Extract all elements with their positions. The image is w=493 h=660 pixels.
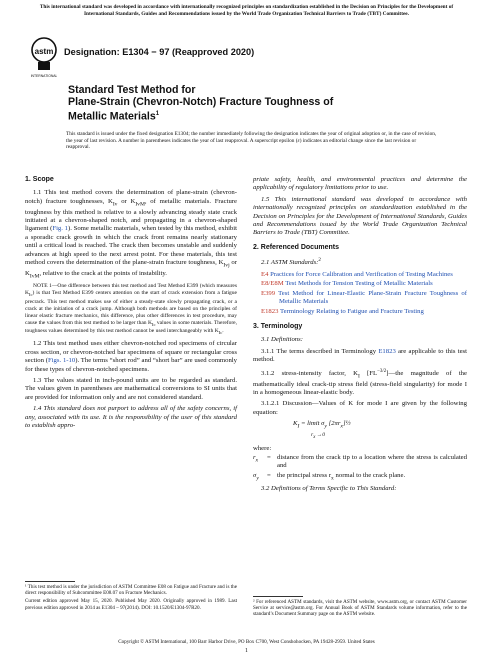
paragraph-1-1: 1.1 This test method covers the determination of plane-strain (chevron-notch) fracture toughnesses, $K_{Iv}$ or $K_{IvM}$, of metallic materials. Fracture toughness by this method is relative to a slowly advancing steady state crack initiated at a chevron-shaped notch, and propagating in a chevron-shaped ligament (Fig. 1). Some metallic materials, when tested by this method, exhibit a sporadic crack growth in which the crack front remains nearly stationary until a critical load is reached. The crack then becomes unstable and suddenly advances at high speed to the next arrest point. For these materials, this test method covers the determination of the plane-strain fracture toughness, $K_{Ivj}$ or $K_{IvM}$, relative to the crack at the points of instability. [25, 189, 238, 280]
fig-1-link[interactable]: Fig. 1 [52, 225, 68, 233]
designation: Designation: E1304 − 97 (Reapproved 2020) [64, 47, 255, 57]
where-label: where: [253, 445, 272, 453]
astm-logo [31, 35, 57, 79]
right-column [253, 176, 467, 497]
svg-text:INTERNATIONAL: INTERNATIONAL [31, 74, 57, 78]
section-scope-heading: 1. Scope [25, 176, 54, 183]
reference-item[interactable]: E4 Practices for Force Calibration and Verification of Testing Machines [261, 270, 453, 278]
title-line-3: Metallic Materials$^1$ [68, 110, 160, 123]
section-referenced-heading: 2. Referenced Documents [253, 243, 339, 251]
figs-link[interactable]: Figs. 1-10 [47, 357, 76, 365]
title-line-1: Standard Test Method for [68, 84, 196, 96]
paragraph-1-5: 1.5 This international standard was developed in accordance with internationally recognized principles on standardization established in the Decision on Principles for the Development of International Standards, Guides and Recommendations issued by the World Trade Organization Technical Barriers to Trade (TBT) Committee. [253, 195, 467, 237]
right-footnotes [253, 596, 467, 618]
equation: $K_I$ = limit $\sigma_y$ $[2\pi r_x]\frac{1}{2}$ $r_x \to 0$ [293, 420, 351, 440]
reference-list [253, 271, 467, 316]
footnote-2: ² For referenced ASTM standards, visit the ASTM website, www.astm.org, or contact ASTM Customer Service at service@astm.org. For Annual Book of ASTM Standards volume information, refer to the standard’s Document Summary page on the ASTM website. [253, 599, 467, 618]
paragraph-2-1: 2.1 ASTM Standards:$^2$ [261, 258, 321, 267]
title-line-2: Plane-Strain (Chevron-Notch) Fracture Toughness of [68, 96, 334, 109]
left-column [25, 176, 237, 433]
issuance-note: This standard is issued under the fixed designation E1304; the number immediately following the designation indicates the year of original adoption or, in the case of revision, the year of last revision. A number in parentheses indicates the year of last reapproval. A superscript epsilon (ε) indicates an editorial change since the last revision or reapproval. [66, 131, 437, 151]
definition-rx: $r_x$ = distance from the crack tip to a location where the stress is calculated and [253, 453, 467, 470]
footnote-1: ¹ This test method is under the jurisdiction of ASTM Committee E08 on Fatigue and Fracture and is the direct responsibility of Subcommittee E08.07 on Fracture Mechanics. [25, 584, 237, 597]
section-terminology-heading: 3. Terminology [253, 322, 303, 330]
footnote-rule [253, 596, 303, 597]
svg-text:astm: astm [34, 47, 54, 56]
reference-item[interactable]: E1823 Terminology Relating to Fatigue and Fracture Testing [261, 307, 424, 315]
paragraph-3-1-2-1: 3.1.2.1 Discussion—Values of K for mode I are given by the following equation: [253, 400, 467, 416]
paragraph-3-1-1: 3.1.1 The terms described in Terminology E1823 are applicable to this test method. [253, 347, 467, 364]
tbt-notice: This international standard was developed in accordance with internationally recognized principles on standardization established in the Decision on Principles for the Development of International Standards, Guides and Recommendations issued by the World Trade Organization Technical Barriers to Trade (TBT) Committee. [39, 4, 454, 17]
note-1: NOTE 1—One difference between this test method and Test Method E399 (which measures $K_{Ic}$) is that Test Method E399 centers attention on the start of crack extension from a fatigue precrack. This test method makes use of either a steady-state slowly propagating crack, or a crack at the initiation of a crack jump. Although both methods are based on the principles of linear elastic fracture mechanics, this difference, plus other differences in test procedure, may cause the values from this test method to be larger than $K_{Ic}$ values in some materials. Therefore, toughness values determined by this test method cannot be used interchangeably with $K_{Ic}$. [25, 283, 237, 336]
left-footnotes [25, 581, 237, 611]
paragraph-1-4-cont: priate safety, health, and environmental practices and determine the applicability of regulatory limitations prior to use. [253, 176, 467, 192]
document-title [68, 84, 448, 123]
paragraph-1-2: 1.2 This test method uses either chevron-notched rod specimens of circular cross section, or chevron-notched bar specimens of square or rectangular cross section (Figs. 1-10). The terms “short rod” and “short bar” are used commonly for these types of chevron-notched specimens. [25, 340, 237, 373]
footnote-1-edition: Current edition approved May 15, 2020. Published May 2020. Originally approved in 1989. Last previous edition approved in 2014 as E1304 – 97(2014). DOI: 10.1520/E1304-97R20. [25, 598, 237, 611]
reference-item[interactable]: E8/E8M Test Methods for Tension Testing of Metallic Materials [261, 280, 433, 288]
paragraph-3-2: 3.2 Definitions of Terms Specific to This Standard: [261, 485, 397, 493]
paragraph-1-4: 1.4 This standard does not purport to address all of the safety concerns, if any, associated with its use. It is the responsibility of the user of this standard to establish appro- [25, 405, 237, 429]
copyright-footer: Copyright © ASTM International, 100 Barr Harbor Drive, PO Box C700, West Conshohocken, PA 19428-2959. United States [118, 639, 375, 645]
paragraph-3-1: 3.1 Definitions: [261, 336, 303, 344]
paragraph-3-1-2: 3.1.2 stress-intensity factor, $K_I$ $[FL^{-3/2}]—the$ magnitude of the mathematically ideal crack-tip stress field (stress-field singularity) for mode I in a homogeneous linear-elastic body. [253, 368, 467, 396]
reference-item[interactable]: E399 Test Method for Linear-Elastic Plane-Strain Fracture Toughness of Metallic Materials [261, 289, 467, 306]
page-number: 1 [245, 648, 248, 654]
e1823-link[interactable]: E1823 [378, 347, 396, 355]
paragraph-1-3: 1.3 The values stated in inch-pound units are to be regarded as standard. The values given in parentheses are mathematical conversions to SI units that are provided for information only and are not considered standard. [25, 376, 237, 401]
footnote-rule [25, 581, 75, 582]
definition-sigma: $\sigma_y$ = the principal stress $r_x$ normal to the crack plane. [253, 471, 406, 481]
